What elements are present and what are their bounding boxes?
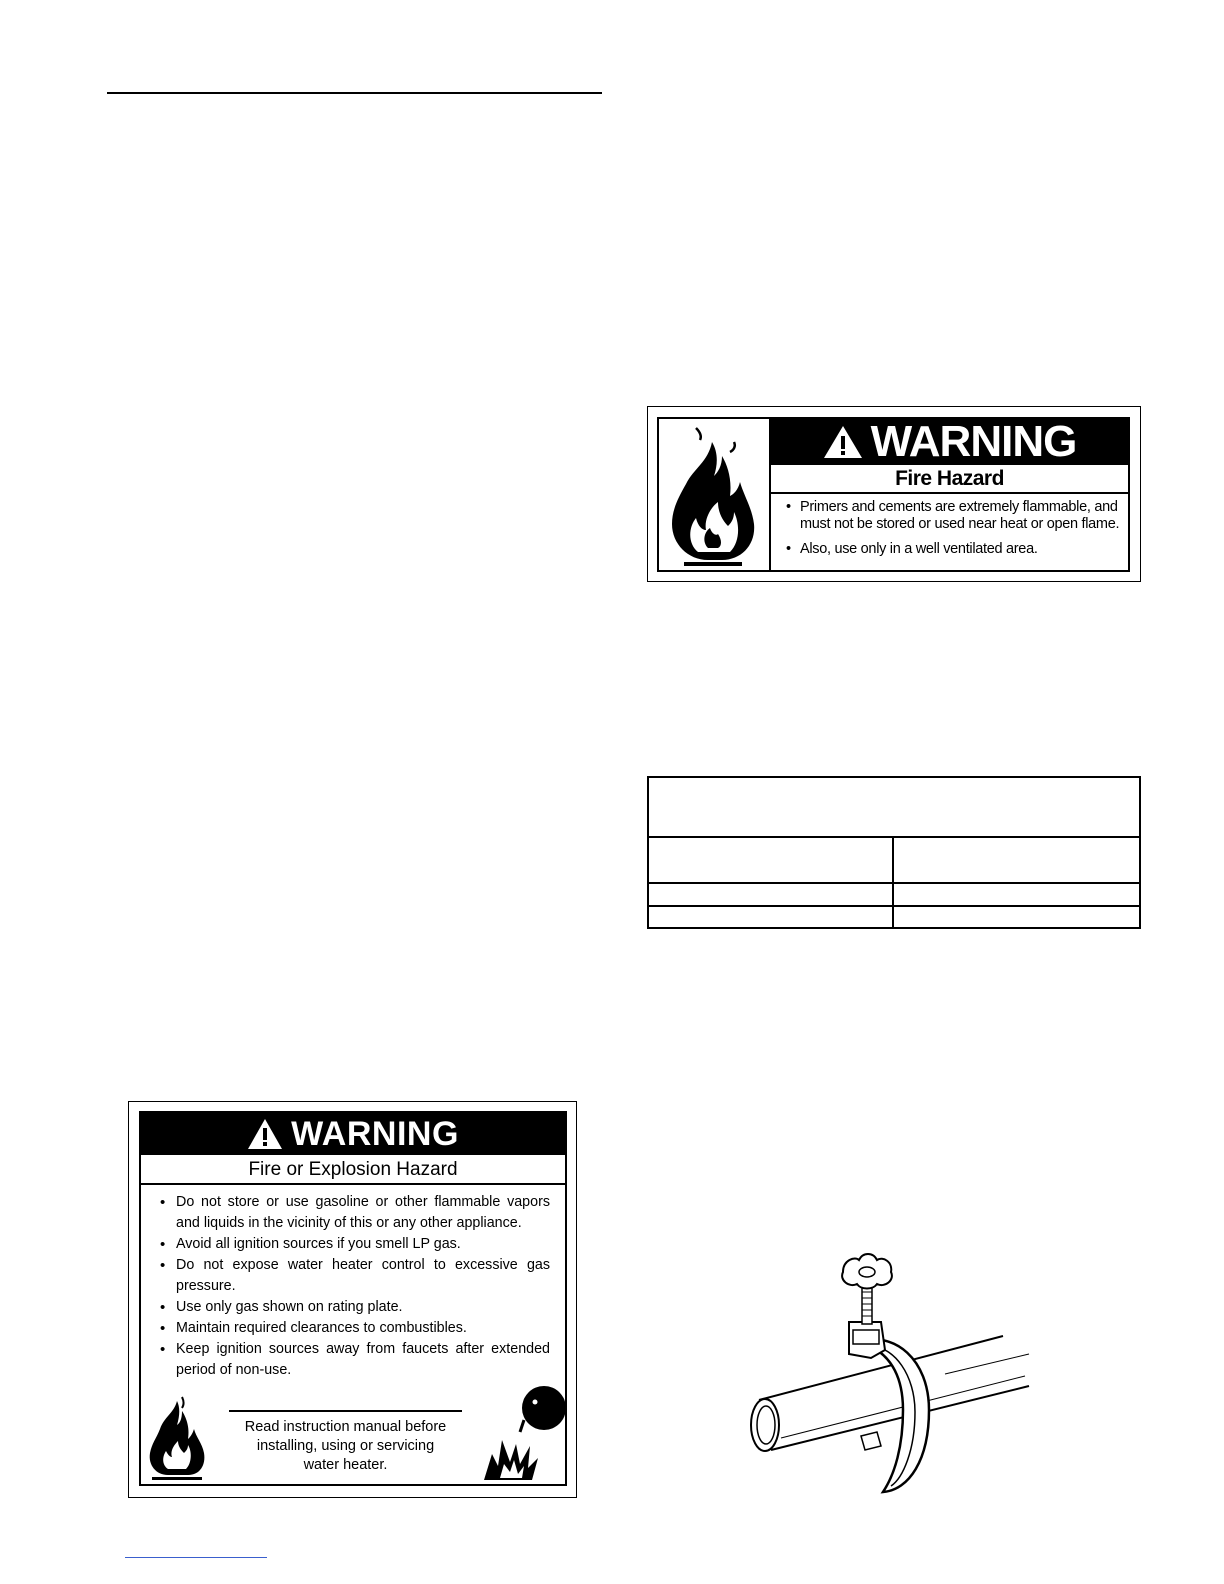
list-item: • Keep ignition sources away from faucets after extended period of non-use. — [158, 1339, 550, 1381]
signal-word: WARNING — [870, 417, 1077, 466]
flame-icon — [668, 424, 760, 570]
note-line: Read instruction manual before — [244, 1419, 447, 1435]
hazard-title: Fire Hazard — [771, 465, 1128, 494]
list-item: • Avoid all ignition sources if you smell LP gas. — [158, 1234, 550, 1255]
fire-hazard-warning-banner — [771, 419, 1128, 465]
pipe-saddle-valve-illustration — [745, 1250, 1035, 1500]
signal-word: WARNING — [291, 1114, 459, 1153]
list-item: • Use only gas shown on rating plate. — [158, 1297, 550, 1318]
hazard-list — [158, 1192, 550, 1381]
header-rule — [107, 92, 602, 94]
table-row-divider — [647, 882, 1141, 884]
footer-link-rule — [125, 1557, 267, 1558]
list-item: • Primers and cements are extremely flammable, and must not be stored or used near heat or open flame. — [786, 499, 1126, 533]
list-item: • Maintain required clearances to combustibles. — [158, 1318, 550, 1339]
list-item: • Also, use only in a well ventilated area. — [786, 541, 1126, 558]
list-item: • Do not store or use gasoline or other flammable vapors and liquids in the vicinity of this or any other appliance. — [158, 1192, 550, 1234]
list-item: • Do not expose water heater control to excessive gas pressure. — [158, 1255, 550, 1297]
note-line: water heater. — [303, 1457, 388, 1473]
flame-icon — [146, 1395, 208, 1481]
note-line: installing, using or servicing — [256, 1438, 435, 1454]
hazard-title: Fire or Explosion Hazard — [141, 1156, 565, 1185]
note-divider — [229, 1410, 462, 1412]
warning-triangle-icon — [247, 1118, 283, 1150]
table-column-divider — [892, 836, 894, 928]
warning-triangle-icon — [823, 425, 863, 459]
fire-explosion-warning-banner — [141, 1113, 565, 1155]
instruction-note — [229, 1418, 462, 1475]
table-row-divider — [647, 905, 1141, 907]
table-row-divider — [647, 836, 1141, 838]
explosion-icon — [480, 1382, 566, 1482]
hazard-list — [786, 499, 1126, 566]
